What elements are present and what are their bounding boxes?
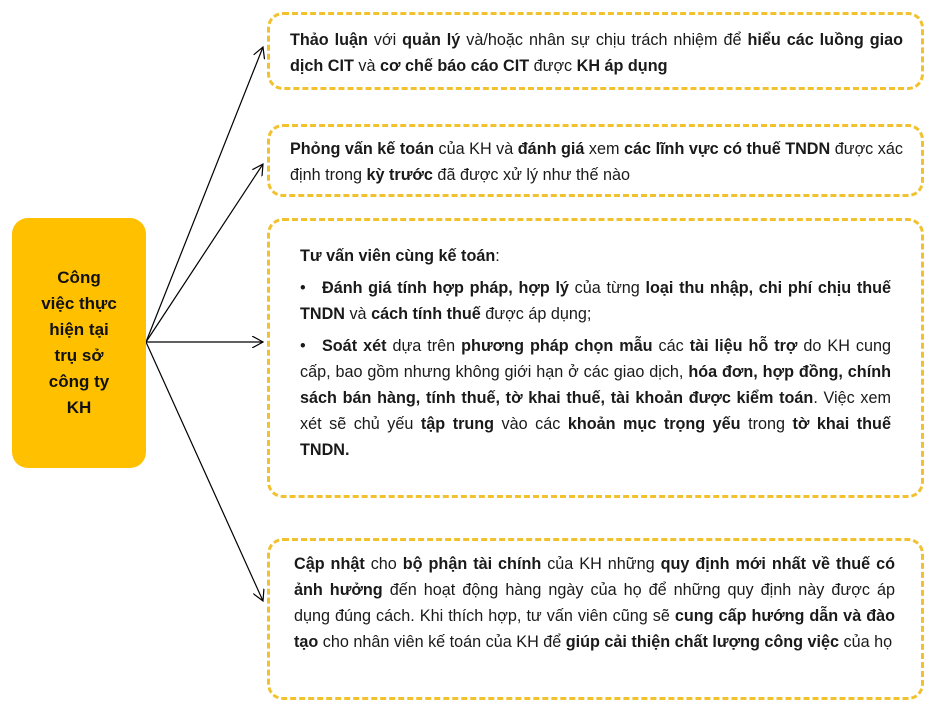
text-segment: dựa trên [386, 337, 462, 355]
hub-line: công ty [48, 372, 110, 391]
text-segment: trong [740, 415, 793, 433]
interview-box [267, 124, 924, 197]
discussion-box [267, 12, 924, 90]
hub-line: Công [57, 268, 101, 287]
hub-title [41, 265, 117, 421]
text-segment: được xác định trong [290, 140, 903, 184]
bold-segment: các lĩnh vực có thuế TNDN [624, 140, 831, 158]
bold-segment: cơ chế báo cáo CIT [379, 57, 530, 75]
bold-segment: Cập nhật [294, 555, 365, 573]
text-segment: đến hoạt động hàng ngày của họ để những quy định này được áp dụng đúng cách. Khi thích hợp, tư vấn viên cũng sẽ [294, 581, 895, 625]
bold-segment: bộ phận tài chính [402, 555, 542, 573]
interview-text [290, 136, 903, 188]
bullet-text [300, 279, 891, 323]
text-segment: được áp dụng; [480, 305, 592, 323]
consultant-heading-bold: Tư vấn viên cùng kế toán [300, 247, 496, 265]
bold-segment: loại thu nhập, chi phí chịu thuế TNDN [300, 279, 891, 323]
bullet-item [300, 275, 891, 327]
update-text [294, 551, 895, 655]
bold-segment: khoản mục trọng yếu [567, 415, 741, 433]
bold-segment: Đánh giá tính hợp pháp, hợp lý [322, 279, 569, 297]
text-segment: cho [364, 555, 403, 573]
hub-box [12, 218, 146, 468]
bold-segment: đánh giá [517, 140, 585, 158]
bullet-text [300, 337, 891, 459]
arrow-to-box2 [146, 164, 263, 342]
bold-segment: cung cấp hướng dẫn và đào tạo [294, 607, 895, 651]
text-segment: của KH những [541, 555, 661, 573]
consultant-heading [300, 243, 891, 269]
text-segment: xem [584, 140, 625, 158]
bold-segment: KH áp dụng [576, 57, 668, 75]
text-segment: và [353, 57, 380, 75]
bold-segment: phương pháp chọn mẫu [461, 337, 653, 355]
arrow-to-box1 [146, 47, 263, 342]
text-segment: được [529, 57, 577, 75]
bold-segment: hiểu các luồng giao dịch CIT [290, 31, 903, 75]
text-segment: và/hoặc nhân sự chịu trách nhiệm để [460, 31, 748, 49]
discussion-text [290, 27, 903, 79]
text-segment: với [367, 31, 403, 49]
bold-segment: cách tính thuế [371, 305, 481, 323]
text-segment: cho nhân viên kế toán của KH để [318, 633, 566, 651]
hub-line: hiện tại [49, 320, 109, 339]
bold-segment: Soát xét [322, 337, 387, 355]
bold-segment: tờ khai thuế TNDN. [300, 415, 891, 459]
consultant-heading-colon: : [495, 247, 500, 265]
bold-segment: Thảo luận [290, 31, 368, 49]
hub-line: việc thực [41, 294, 117, 313]
bold-segment: Phỏng vấn kế toán [290, 140, 434, 158]
consultant-box [267, 218, 924, 498]
text-segment: vào các [494, 415, 568, 433]
bold-segment: giúp cải thiện chất lượng công việc [565, 633, 840, 651]
update-box [267, 538, 924, 700]
text-segment: đã được xử lý như thế nào [432, 166, 630, 184]
hub-line: trụ sở [54, 346, 104, 365]
text-segment: của từng [568, 279, 646, 297]
bold-segment: tập trung [420, 415, 495, 433]
bullet-icon: • [300, 337, 306, 355]
bold-segment: hóa đơn, hợp đồng, chính sách bán hàng, tính thuế, tờ khai thuế, tài khoản được kiểm toán [300, 363, 891, 407]
text-segment: . Việc xem xét sẽ chủ yếu [300, 389, 891, 433]
bullet-item [300, 333, 891, 463]
bold-segment: quy định mới nhất về thuế có ảnh hưởng [294, 555, 896, 599]
text-segment: của họ [839, 633, 893, 651]
bold-segment: tài liệu hỗ trợ [689, 337, 798, 355]
bold-segment: kỳ trước [366, 166, 433, 184]
bold-segment: quản lý [402, 31, 461, 49]
text-segment: và [344, 305, 372, 323]
text-segment: của KH và [434, 140, 518, 158]
consultant-bullet-list [300, 275, 891, 463]
text-segment: các [652, 337, 690, 355]
arrow-to-box4 [146, 342, 263, 601]
text-segment: do KH cung cấp, bao gồm nhưng không giới hạn ở các giao dịch, [300, 337, 891, 381]
hub-line: KH [66, 398, 92, 417]
bullet-icon: • [300, 279, 306, 297]
